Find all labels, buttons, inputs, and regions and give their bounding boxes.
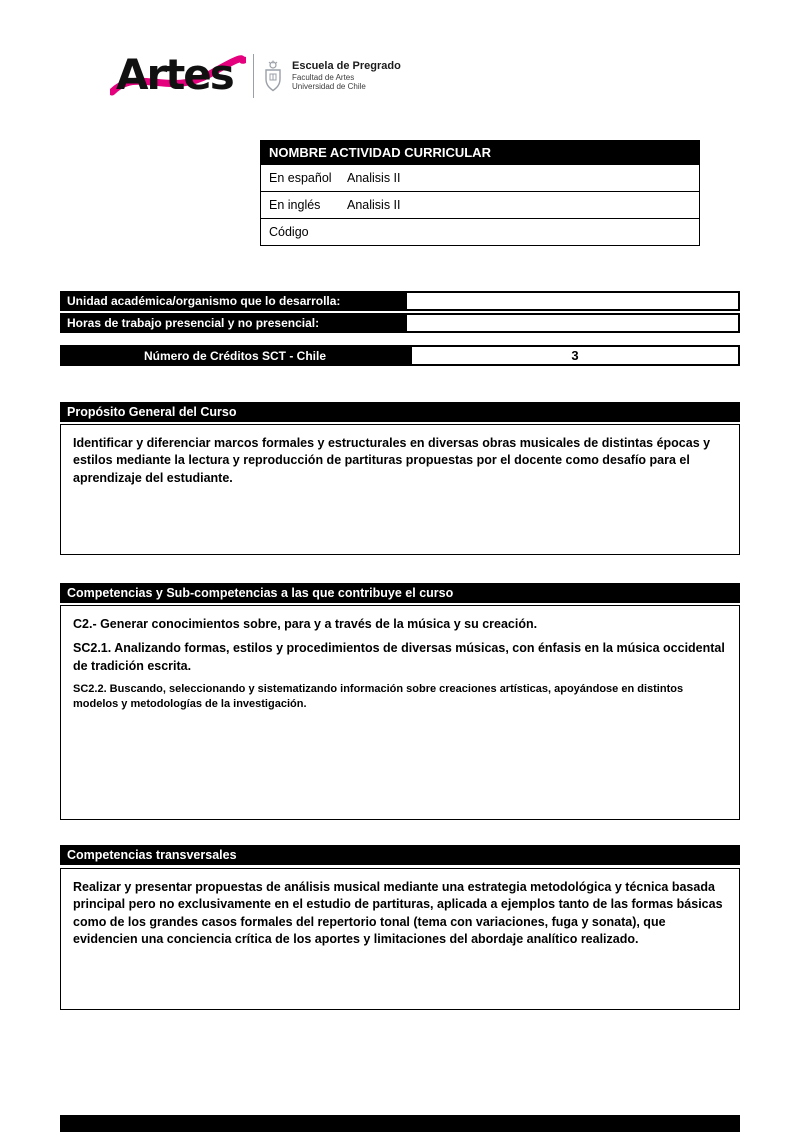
work-hours-label: Horas de trabajo presencial y no presencial: (60, 313, 405, 333)
table-row (261, 218, 699, 245)
table-row (60, 291, 740, 311)
course-code-label: Código (269, 225, 309, 239)
paragraph: Identificar y diferenciar marcos formales y estructurales en diversas obras musicales de distintas épocas y estilos mediante la lectura y reproducción de partituras propuestas por el docente como desafío para el aprendizaje del estudiante. (73, 436, 711, 485)
work-hours-value (405, 313, 740, 333)
academic-unit-value (405, 291, 740, 311)
course-name-table (260, 140, 700, 246)
logo-school-name: Escuela de Pregrado (292, 60, 401, 73)
university-crest-icon (263, 60, 283, 92)
table-row (60, 313, 740, 333)
course-name-es-value: Analisis II (347, 171, 401, 185)
course-name-en-value: Analisis II (347, 198, 401, 212)
section-body-competencias (60, 605, 740, 820)
paragraph: SC2.2. Buscando, seleccionando y sistematizando información sobre creaciones artísticas, apoyándose en distintos modelos y metodologías de la investigación. (73, 682, 684, 710)
paragraph: Realizar y presentar propuestas de análisis musical mediante una estrategia metodológica y técnica basada principal pero no exclusivamente en el estudio de partituras, aplicada a ejemplos tanto de las formas básicas como de los grandes casos formales del repertorio tonal (tema con variaciones, fuga y sonata), que evidencien una conciencia crítica de los aportes y limitaciones del abordaje analítico realizado. (73, 880, 723, 946)
paragraph: C2.- Generar conocimientos sobre, para y a través de la música y su creación. (73, 617, 538, 631)
logo (116, 50, 401, 102)
section-header-transversales: Competencias transversales (60, 845, 740, 865)
section-header-partial (60, 1115, 740, 1132)
logo-text (292, 60, 401, 91)
logo-faculty-name: Facultad de Artes (292, 73, 355, 83)
credits-value: 3 (410, 345, 740, 366)
section-body-transversales (60, 868, 740, 1010)
credits-label: Número de Créditos SCT - Chile (60, 345, 410, 366)
course-name-es-label: En español (269, 171, 332, 185)
credits-row (60, 345, 740, 366)
academic-unit-label: Unidad académica/organismo que lo desarrolla: (60, 291, 405, 311)
logo-university-name: Universidad de Chile (292, 82, 366, 92)
artes-wordmark-text: Artes (116, 50, 233, 99)
section-header-proposito: Propósito General del Curso (60, 402, 740, 422)
artes-wordmark (116, 50, 244, 102)
course-table-header: NOMBRE ACTIVIDAD CURRICULAR (261, 141, 699, 164)
logo-divider (253, 54, 254, 98)
info-table (60, 291, 740, 335)
paragraph: SC2.1. Analizando formas, estilos y procedimientos de diversas músicas, con énfasis en la música occidental de tradición escrita. (73, 641, 725, 673)
course-name-en-label: En inglés (269, 198, 321, 212)
table-row (261, 164, 699, 191)
section-body-proposito (60, 424, 740, 555)
section-header-competencias: Competencias y Sub-competencias a las que contribuye el curso (60, 583, 740, 603)
table-row (261, 191, 699, 218)
